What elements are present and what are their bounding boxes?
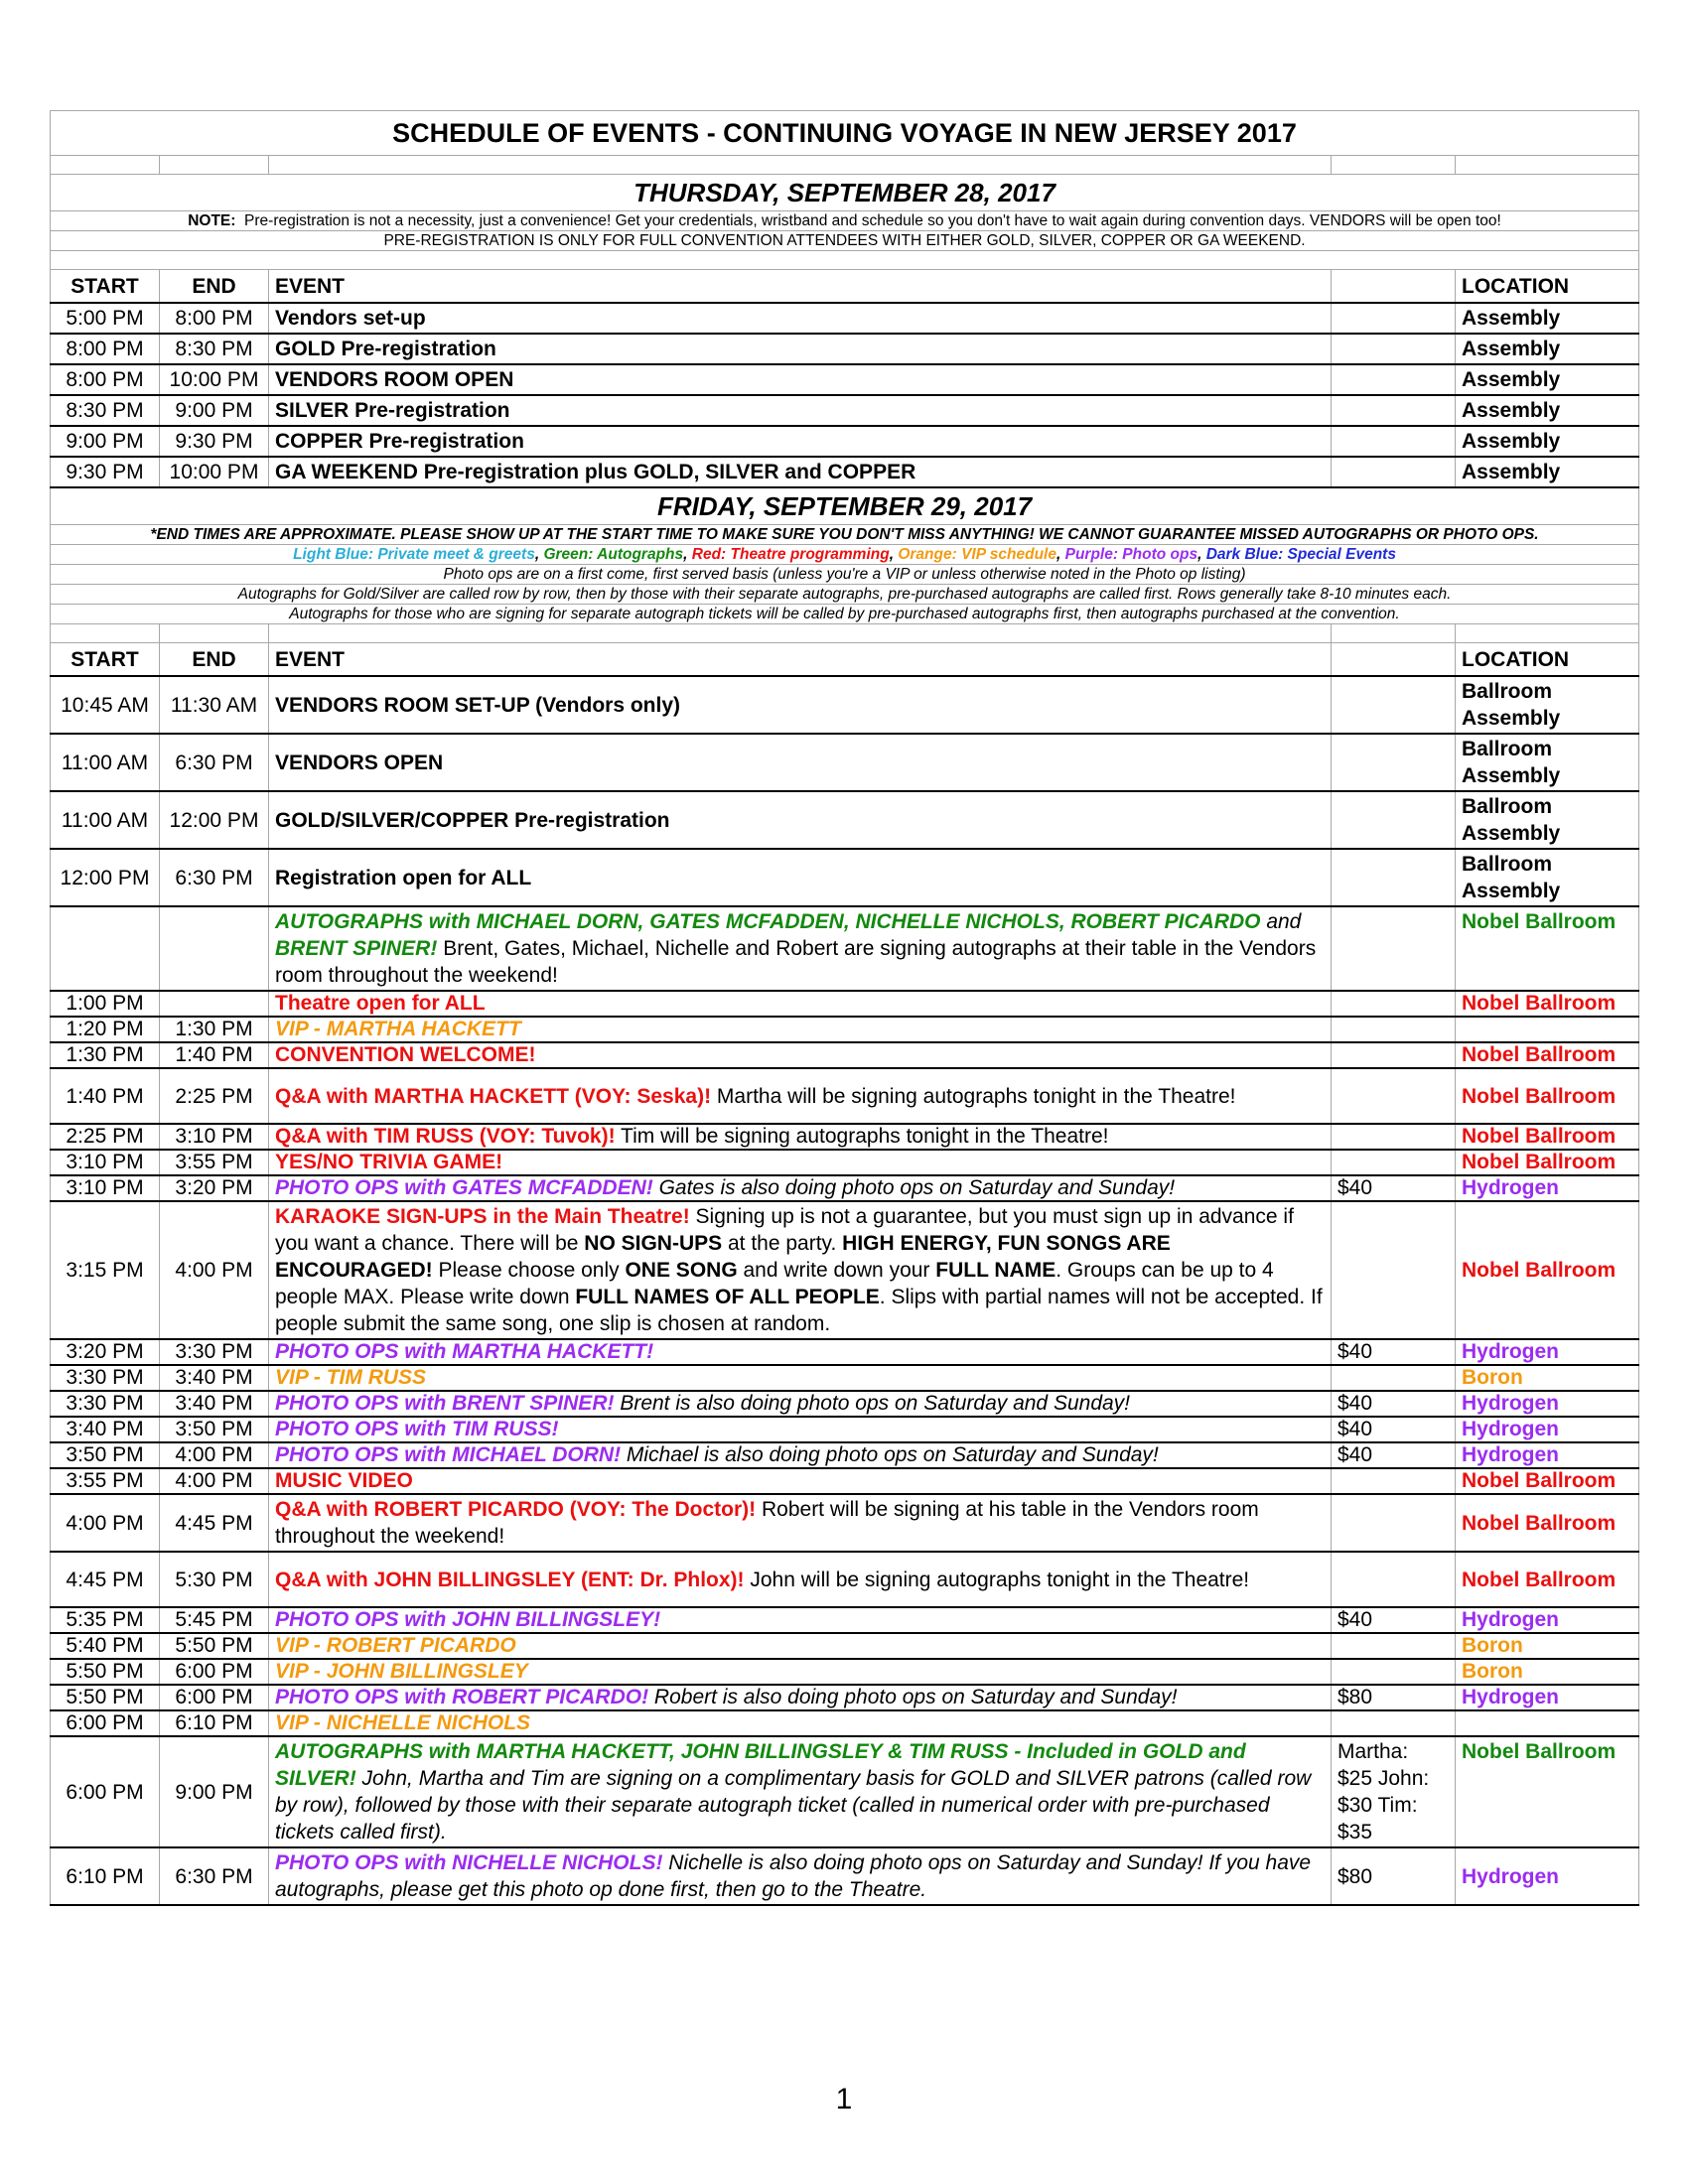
friday-note-3: Photo ops are on a first come, first served basis (unless you're a VIP or unless otherwise noted in the Photo op listing) [51, 565, 1639, 585]
table-row: 5:50 PM 6:00 PM PHOTO OPS with ROBERT PICARDO! Robert is also doing photo ops on Saturday and Sunday! $80 Hydrogen [51, 1685, 1639, 1710]
table-row: 4:45 PM 5:30 PM Q&A with JOHN BILLINGSLEY (ENT: Dr. Phlox)! John will be signing autographs tonight in the Theatre! Nobel Ballroom [51, 1552, 1639, 1607]
table-row: 1:30 PM 1:40 PM CONVENTION WELCOME! Nobel Ballroom [51, 1042, 1639, 1068]
table-row: 8:00 PM 8:30 PM GOLD Pre-registration Assembly [51, 334, 1639, 364]
table-row: 5:35 PM 5:45 PM PHOTO OPS with JOHN BILLINGSLEY! $40 Hydrogen [51, 1607, 1639, 1633]
table-row: 3:40 PM 3:50 PM PHOTO OPS with TIM RUSS! $40 Hydrogen [51, 1417, 1639, 1442]
friday-note-4: Autographs for Gold/Silver are called row by row, then by those with their separate autographs, pre-purchased autographs are called first. Rows generally take 8-10 minutes each. [51, 585, 1639, 605]
table-row: 3:20 PM 3:30 PM PHOTO OPS with MARTHA HACKETT! $40 Hydrogen [51, 1339, 1639, 1365]
table-row: 2:25 PM 3:10 PM Q&A with TIM RUSS (VOY: Tuvok)! Tim will be signing autographs tonight in the Theatre! Nobel Ballroom [51, 1124, 1639, 1150]
table-row: 5:00 PM 8:00 PM Vendors set-up Assembly [51, 303, 1639, 334]
table-row: 6:10 PM 6:30 PM PHOTO OPS with NICHELLE NICHOLS! Nichelle is also doing photo ops on Saturday and Sunday! If you have autographs, please get this photo op done first, then go to the Theatre. $80 Hydrogen [51, 1847, 1639, 1905]
friday-note-5: Autographs for those who are signing for separate autograph tickets will be called by pre-purchased autographs first, then autographs purchased at the convention. [51, 605, 1639, 624]
table-row: 3:15 PM 4:00 PM KARAOKE SIGN-UPS in the Main Theatre! Signing up is not a guarantee, but you must sign up in advance if you want a chance. There will be NO SIGN-UPS at the party. HIGH ENERGY, FUN SONGS ARE ENCOURAGED! Please choose only ONE SONG and write down your FULL NAME. Groups can be up to 4 people MAX. Please write down FULL NAMES OF ALL PEOPLE. Slips with partial names will not be accepted. If people submit the same song, one slip is chosen at random. Nobel Ballroom [51, 1201, 1639, 1339]
thursday-heading: THURSDAY, SEPTEMBER 28, 2017 [51, 175, 1639, 211]
table-row: 9:00 PM 9:30 PM COPPER Pre-registration Assembly [51, 426, 1639, 457]
table-row: 6:00 PM 9:00 PM AUTOGRAPHS with MARTHA HACKETT, JOHN BILLINGSLEY & TIM RUSS - Included in GOLD and SILVER! John, Martha and Tim are signing on a complimentary basis for GOLD and SILVER patrons (called row by row), followed by those with their separate autograph ticket (called in numerical order with pre-purchased tickets called first). Martha: $25 John: $30 Tim: $35 Nobel Ballroom [51, 1736, 1639, 1847]
friday-heading: FRIDAY, SEPTEMBER 29, 2017 [51, 487, 1639, 525]
table-row: 4:00 PM 4:45 PM Q&A with ROBERT PICARDO (VOY: The Doctor)! Robert will be signing at his table in the Vendors room throughout the weekend! Nobel Ballroom [51, 1494, 1639, 1552]
friday-note: *END TIMES ARE APPROXIMATE. PLEASE SHOW UP AT THE START TIME TO MAKE SURE YOU DON'T MISS ANYTHING! WE CANNOT GUARANTEE MISSED AUTOGRAPHS OR PHOTO OPS. [51, 525, 1639, 545]
table-row: 11:00 AM 12:00 PM GOLD/SILVER/COPPER Pre-registration Ballroom Assembly [51, 791, 1639, 849]
table-row: 3:10 PM 3:20 PM PHOTO OPS with GATES MCFADDEN! Gates is also doing photo ops on Saturday and Sunday! $40 Hydrogen [51, 1175, 1639, 1201]
table-row: 8:00 PM 10:00 PM VENDORS ROOM OPEN Assembly [51, 364, 1639, 395]
table-row: 3:30 PM 3:40 PM PHOTO OPS with BRENT SPINER! Brent is also doing photo ops on Saturday and Sunday! $40 Hydrogen [51, 1391, 1639, 1417]
table-row: 3:30 PM 3:40 PM VIP - TIM RUSS Boron [51, 1365, 1639, 1391]
color-legend: Light Blue: Private meet & greets, Green: Autographs, Red: Theatre programming, Orange: VIP schedule, Purple: Photo ops, Dark Blue: Special Events [51, 545, 1639, 565]
table-row: 11:00 AM 6:30 PM VENDORS OPEN Ballroom Assembly [51, 734, 1639, 791]
page-number: 1 [835, 2083, 853, 2116]
thursday-note: NOTE: Pre-registration is not a necessity, just a convenience! Get your credentials, wristband and schedule so you don't have to wait again during convention days. VENDORS will be open too! [51, 211, 1639, 231]
table-row: 1:40 PM 2:25 PM Q&A with MARTHA HACKETT (VOY: Seska)! Martha will be signing autographs tonight in the Theatre! Nobel Ballroom [51, 1068, 1639, 1124]
table-row: 12:00 PM 6:30 PM Registration open for ALL Ballroom Assembly [51, 849, 1639, 906]
col-end-header: END [160, 643, 269, 677]
table-row: 1:20 PM 1:30 PM VIP - MARTHA HACKETT [51, 1017, 1639, 1042]
col-event-header: EVENT [269, 643, 1332, 677]
col-location-header: LOCATION [1456, 270, 1639, 304]
col-event-header: EVENT [269, 270, 1332, 304]
col-end-header: END [160, 270, 269, 304]
schedule-sheet [50, 110, 1638, 1906]
page-title: SCHEDULE OF EVENTS - CONTINUING VOYAGE IN NEW JERSEY 2017 [51, 111, 1639, 156]
table-row: 6:00 PM 6:10 PM VIP - NICHELLE NICHOLS [51, 1710, 1639, 1736]
table-row: 8:30 PM 9:00 PM SILVER Pre-registration Assembly [51, 395, 1639, 426]
thursday-note-2: PRE-REGISTRATION IS ONLY FOR FULL CONVENTION ATTENDEES WITH EITHER GOLD, SILVER, COPPER OR GA WEEKEND. [51, 231, 1639, 251]
table-row: 1:00 PM Theatre open for ALL Nobel Ballroom [51, 991, 1639, 1017]
col-start-header: START [51, 643, 160, 677]
table-row: 3:55 PM 4:00 PM MUSIC VIDEO Nobel Ballroom [51, 1468, 1639, 1494]
col-start-header: START [51, 270, 160, 304]
schedule-table [50, 110, 1639, 1906]
table-row: 5:40 PM 5:50 PM VIP - ROBERT PICARDO Boron [51, 1633, 1639, 1659]
table-row: 10:45 AM 11:30 AM VENDORS ROOM SET-UP (Vendors only) Ballroom Assembly [51, 676, 1639, 734]
table-row: 5:50 PM 6:00 PM VIP - JOHN BILLINGSLEY Boron [51, 1659, 1639, 1685]
table-row: 3:10 PM 3:55 PM YES/NO TRIVIA GAME! Nobel Ballroom [51, 1150, 1639, 1175]
table-row: AUTOGRAPHS with MICHAEL DORN, GATES MCFADDEN, NICHELLE NICHOLS, ROBERT PICARDO and BRENT SPINER! Brent, Gates, Michael, Nichelle and Robert are signing autographs at their table in the Vendors room throughout the weekend! Nobel Ballroom [51, 906, 1639, 991]
col-location-header: LOCATION [1456, 643, 1639, 677]
table-row: 3:50 PM 4:00 PM PHOTO OPS with MICHAEL DORN! Michael is also doing photo ops on Saturday and Sunday! $40 Hydrogen [51, 1442, 1639, 1468]
table-row: 9:30 PM 10:00 PM GA WEEKEND Pre-registration plus GOLD, SILVER and COPPER Assembly [51, 457, 1639, 487]
